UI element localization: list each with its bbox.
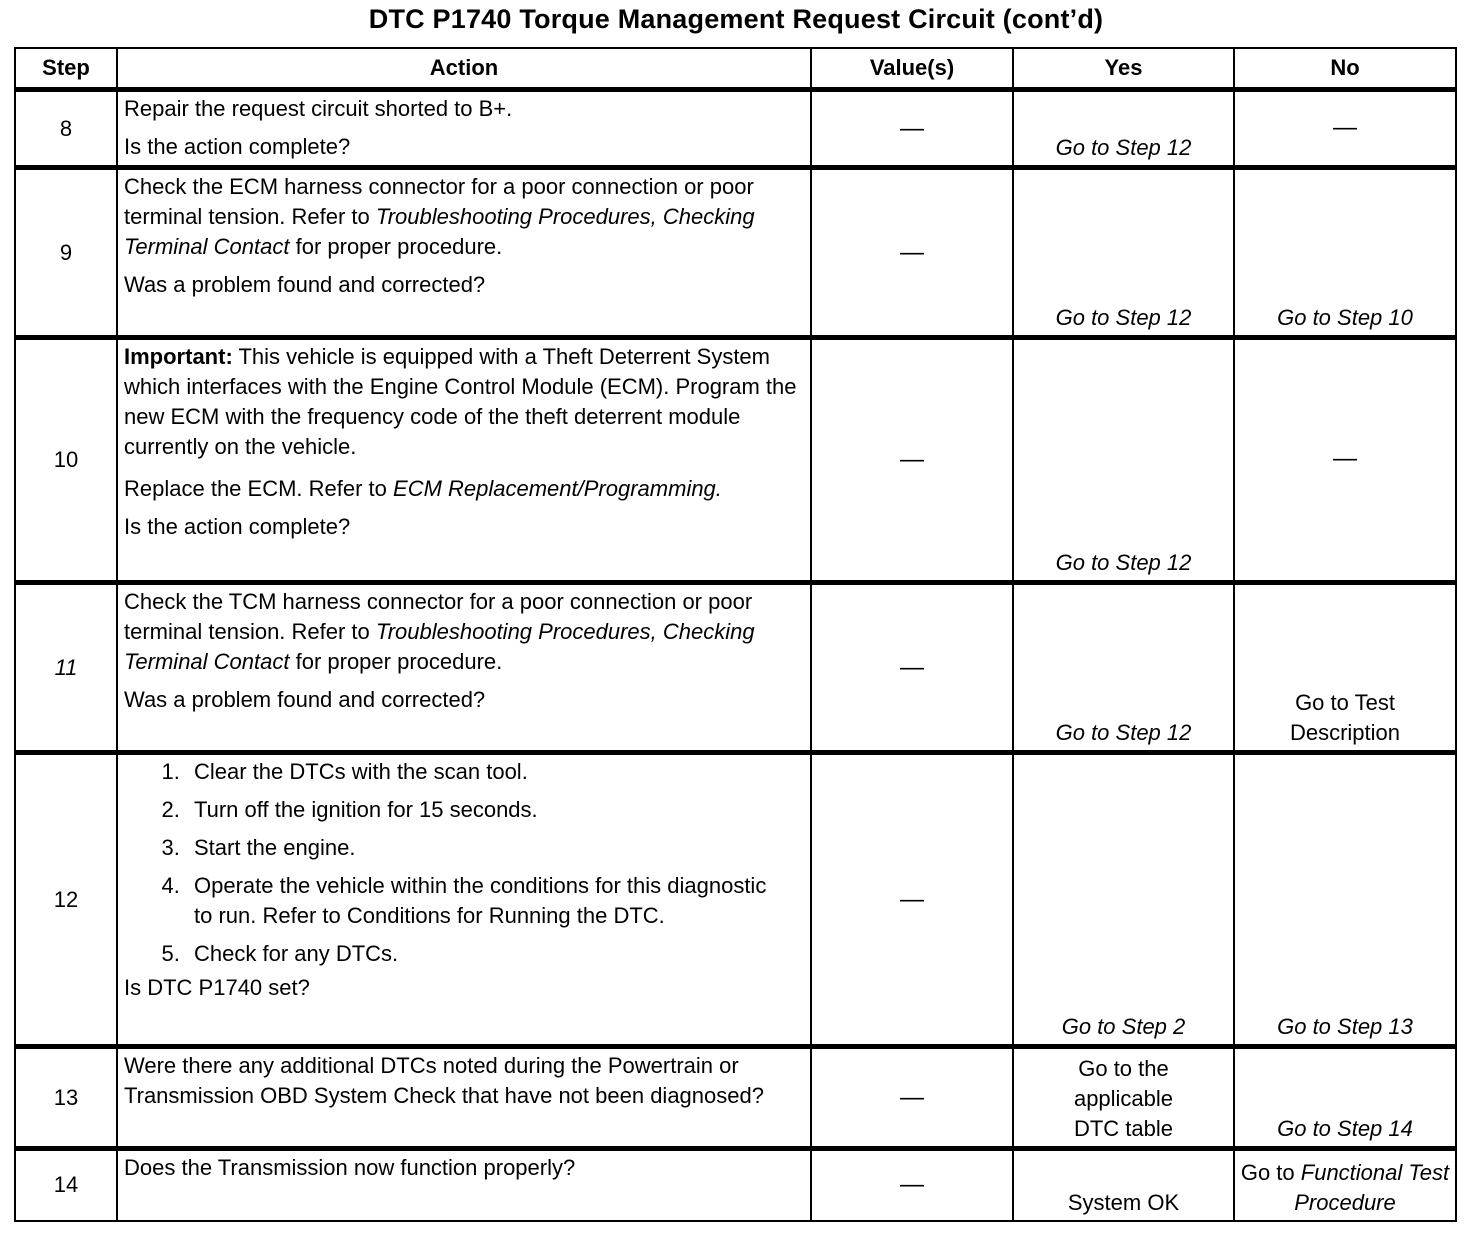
action-text-lead: Check the ECM harness connector for a poor connection or poor terminal tension. Refer to [124,174,754,229]
value-cell: — [811,1149,1013,1221]
header-row [15,48,1456,90]
page-title: DTC P1740 Torque Management Request Circuit (cont’d) [368,4,1104,34]
important-text: This vehicle is equipped with a Theft Deterrent System which interfaces with the Engine Control Module (ECM). Program the new ECM with the frequency code of the theft deterrent module currently on the vehicle. [124,344,797,459]
table-row [15,1047,1456,1149]
no-cell-lead: Go to [1240,1159,1301,1185]
yes-cell: Go to Step 2 [1013,753,1234,1047]
header-yes: Yes [1013,48,1234,90]
list-item: 1. Clear the DTCs with the scan tool. [186,757,804,787]
action-text: Repair the request circuit shorted to B+. [124,96,513,121]
step-number: 13 [15,1047,117,1149]
action-cell [117,338,811,583]
list-item: 5. Check for any DTCs. [186,939,804,969]
step-number: 14 [15,1149,117,1221]
reference-link: ECM Replacement/Programming. [393,476,722,501]
yes-cell: Go to Step 12 [1013,168,1234,338]
action-text [124,172,804,262]
table-row [15,753,1456,1047]
table-row [15,90,1456,168]
table-row [15,338,1456,583]
action-cell [117,1149,811,1221]
reference-link: Troubleshooting Procedures, Checking Terminal Contact [124,204,755,259]
action-question: Was a problem found and corrected? [124,272,486,297]
yes-cell: Go to Step 12 [1013,90,1234,168]
table-row [15,1149,1456,1221]
important-note [124,342,804,462]
list-item: 3. Start the engine. [186,833,804,863]
yes-cell: Go to Step 12 [1013,338,1234,583]
action-text-tail: for proper procedure. [289,234,503,259]
header-step: Step [15,48,117,90]
action-question: Is the action complete? [124,514,351,539]
value-cell: — [811,1047,1013,1149]
action-cell [117,753,811,1047]
step-number: 11 [15,583,117,753]
step-number: 8 [15,90,117,168]
procedure-list [124,757,804,969]
important-label: Important: [124,344,233,369]
table-row [15,168,1456,338]
step-number: 12 [15,753,117,1047]
action-text-lead: Replace the ECM. Refer to [124,476,394,501]
action-question: Was a problem found and corrected? [124,687,486,712]
no-cell: Go to Step 14 [1234,1047,1456,1149]
action-cell [117,1047,811,1149]
yes-cell: Go to the applicable DTC table [1013,1047,1234,1149]
value-cell: — [811,583,1013,753]
action-question: Is the action complete? [124,134,351,159]
value-cell: — [811,168,1013,338]
no-cell: Go to Test Description [1234,583,1456,753]
diagnostic-table [14,47,1457,1222]
action-text-lead: Check the TCM harness connector for a poor connection or poor terminal tension. Refer to [124,589,753,644]
action-text-tail: for proper procedure. [289,649,503,674]
action-text [124,587,804,677]
header-values: Value(s) [811,48,1013,90]
header-action: Action [117,48,811,90]
reference-link: Functional Test Procedure [1294,1159,1450,1215]
action-question: Is DTC P1740 set? [124,975,310,1000]
header-no: No [1234,48,1456,90]
list-item: 4. Operate the vehicle within the conditions for this diagnostic to run. Refer to Conditions for Running the DTC. [186,871,804,931]
value-cell: — [811,90,1013,168]
action-cell [117,168,811,338]
step-number: 10 [15,338,117,583]
step-number: 9 [15,168,117,338]
reference-link: Troubleshooting Procedures, Checking Terminal Contact [124,619,755,674]
yes-cell: System OK [1013,1149,1234,1221]
action-cell [117,90,811,168]
no-cell [1234,1149,1456,1221]
table-row [15,583,1456,753]
no-cell: Go to Step 13 [1234,753,1456,1047]
no-cell: — [1234,338,1456,583]
yes-cell: Go to Step 12 [1013,583,1234,753]
value-cell: — [811,338,1013,583]
no-cell: — [1234,90,1456,168]
no-cell: Go to Step 10 [1234,168,1456,338]
action-cell [117,583,811,753]
value-cell: — [811,753,1013,1047]
action-text: Were there any additional DTCs noted during the Powertrain or Transmission OBD System Check that have not been diagnosed? [124,1053,764,1108]
action-text [124,474,804,504]
action-text: Does the Transmission now function properly? [124,1155,576,1180]
list-item: 2. Turn off the ignition for 15 seconds. [186,795,804,825]
